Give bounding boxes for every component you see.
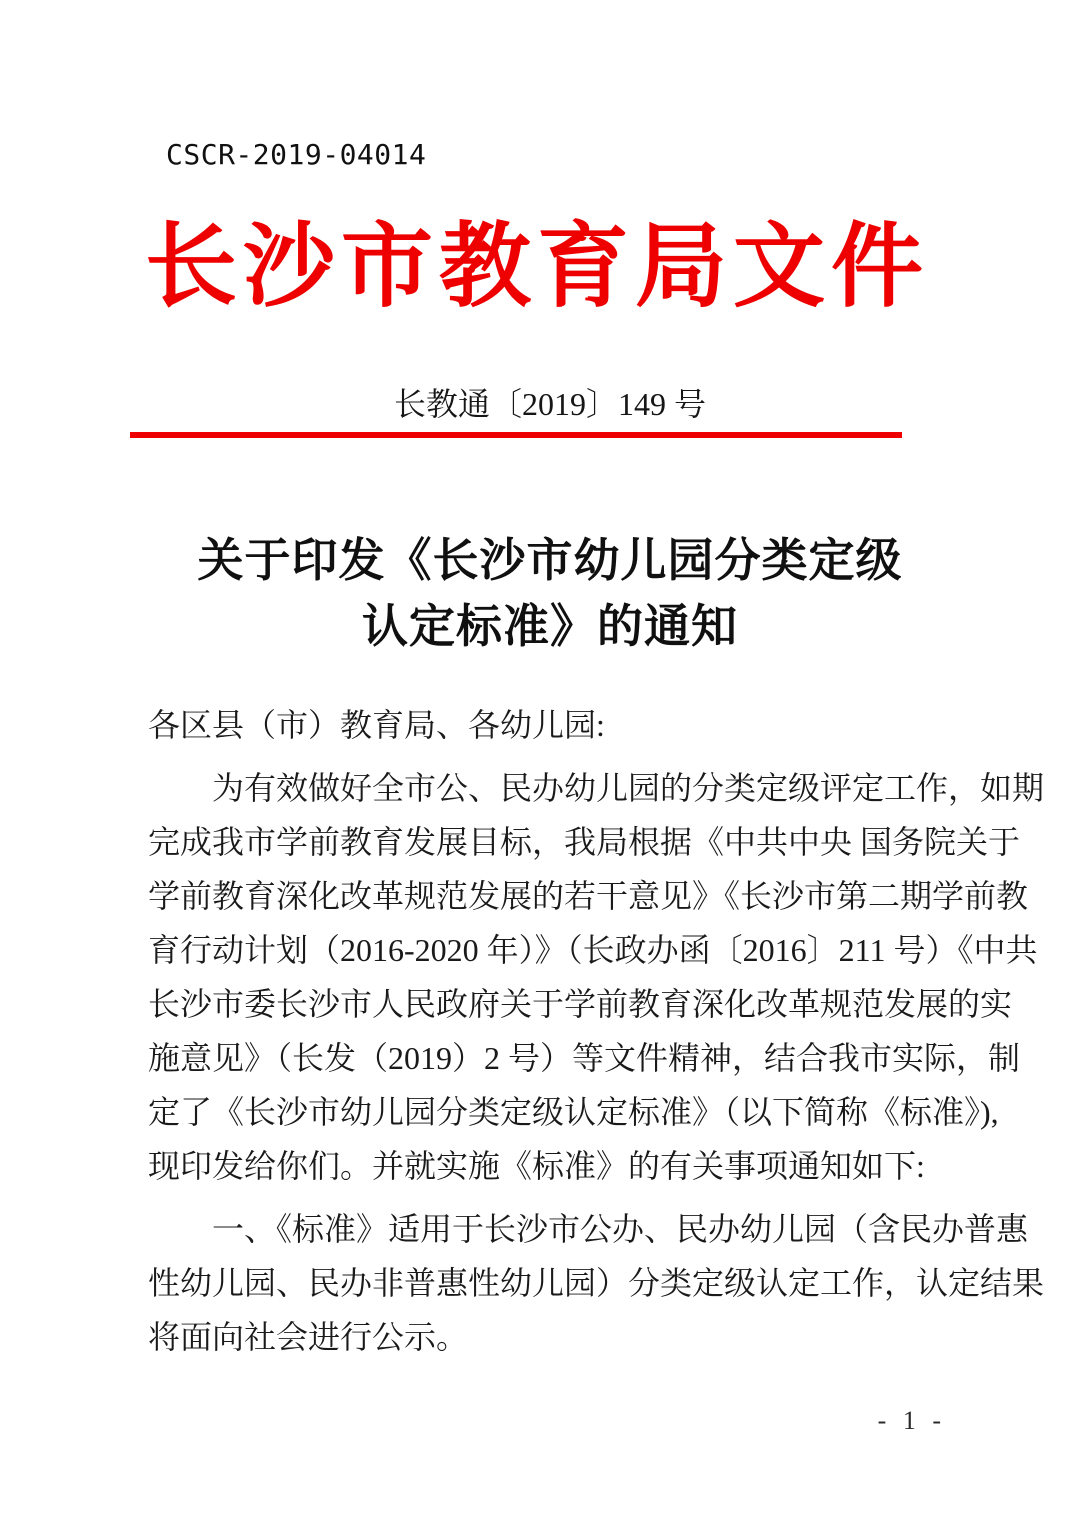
paragraph-1 <box>148 761 1045 1193</box>
document-classification-code: CSCR-2019-04014 <box>166 138 427 171</box>
page-number: - 1 - <box>877 1406 946 1435</box>
paragraph-line: 长沙市委长沙市人民政府关于学前教育深化改革规范发展的实 <box>148 986 1013 1022</box>
paragraph-line: 定了《长沙市幼儿园分类定级认定标准》（以下简称《标准》), <box>148 1094 999 1130</box>
document-number: 长教通〔2019〕149 号 <box>393 386 706 422</box>
notice-body <box>148 698 1045 1364</box>
paragraph-line: 现印发给你们。并就实施《标准》的有关事项通知如下: <box>148 1148 925 1184</box>
paragraph-line: 育行动计划（2016-2020 年）》（长政办函〔2016〕211 号）《中共 <box>148 932 1038 968</box>
agency-header-title: 长沙市教育局文件 <box>144 216 929 318</box>
salutation-line: 各区县（市）教育局、各幼儿园: <box>148 707 605 743</box>
paragraph-line: 完成我市学前教育发展目标，我局根据《中共中央 国务院关于 <box>148 824 1021 860</box>
paragraph-line: 一、《标准》适用于长沙市公办、民办幼儿园（含民办普惠 <box>212 1211 1029 1247</box>
paragraph-line: 将面向社会进行公示。 <box>148 1319 469 1355</box>
paragraph-line: 为有效做好全市公、民办幼儿园的分类定级评定工作，如期 <box>212 770 1045 806</box>
paragraph-line: 施意见》（长发（2019）2 号）等文件精神，结合我市实际，制 <box>148 1040 1021 1076</box>
paragraph-line: 性幼儿园、民办非普惠性幼儿园）分类定级认定工作，认定结果 <box>148 1265 1045 1301</box>
notice-title <box>148 528 952 660</box>
red-divider-line <box>130 432 902 438</box>
paragraph-line: 学前教育深化改革规范发展的若干意见》《长沙市第二期学前教 <box>148 878 1029 914</box>
paragraph-2 <box>148 1202 1045 1364</box>
notice-title-line-1: 关于印发《长沙市幼儿园分类定级 <box>197 535 903 586</box>
notice-title-line-2: 认定标准》的通知 <box>362 601 738 652</box>
